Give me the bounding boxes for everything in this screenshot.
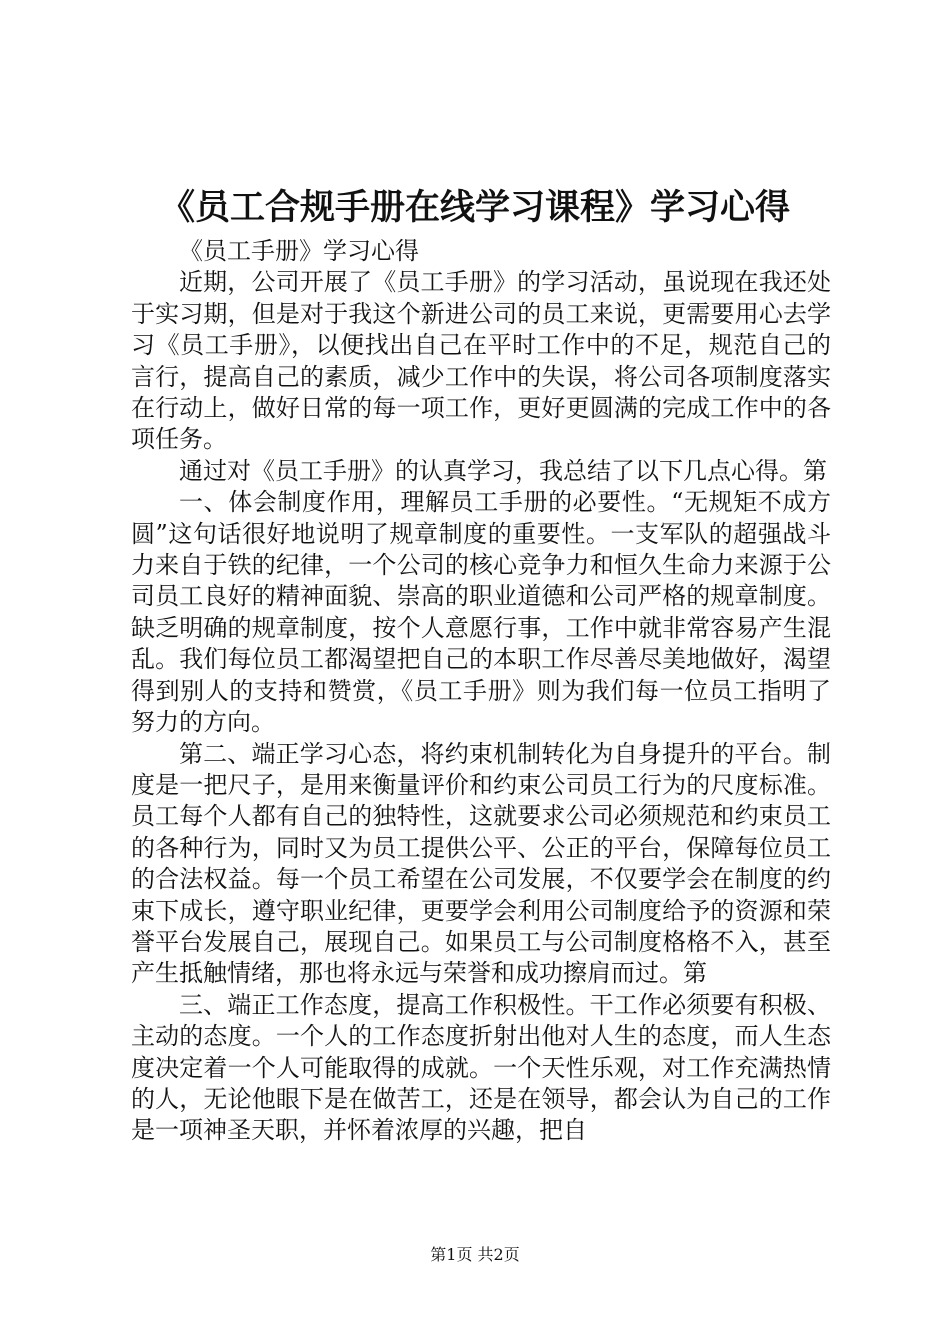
document-body <box>131 236 831 1147</box>
page-number-footer: 第1页 共2页 <box>430 1245 520 1264</box>
point-two-paragraph: 第二、端正学习心态，将约束机制转化为自身提升的平台。制度是一把尺子，是用来衡量评价和约束公司员工行为的尺度标准。员工每个人都有自己的独特性，这就要求公司必须规范和约束员工的各种行为，同时又为员工提供公平、公正的平台，保障每位员工的合法权益。每一个员工希望在公司发展，不仅要学会在制度的约束下成长，遵守职业纪律，更要学会利用公司制度给予的资源和荣誉平台发展自己，展现自己。如果员工与公司制度格格不入，甚至产生抵触情绪，那也将永远与荣誉和成功擦肩而过。第 <box>131 739 831 988</box>
document-title: 《员工合规手册在线学习课程》学习心得 <box>159 187 790 228</box>
intro-paragraph: 近期，公司开展了《员工手册》的学习活动，虽说现在我还处于实习期，但是对于我这个新进公司的员工来说，更需要用心去学习《员工手册》，以便找出自己在平时工作中的不足，规范自己的言行，提高自己的素质，减少工作中的失误，将公司各项制度落实在行动上，做好日常的每一项工作，更好更圆满的完成工作中的各项任务。 <box>131 268 831 454</box>
point-one-paragraph: 一、体会制度作用，理解员工手册的必要性。“无规矩不成方圆”这句话很好地说明了规章制度的重要性。一支军队的超强战斗力来自于铁的纪律，一个公司的核心竞争力和恒久生命力来源于公司员工良好的精神面貌、崇高的职业道德和公司严格的规章制度。缺乏明确的规章制度，按个人意愿行事，工作中就非常容易产生混乱。我们每位员工都渴望把自己的本职工作尽善尽美地做好，渴望得到别人的支持和赞赏，《员工手册》则为我们每一位员工指明了努力的方向。 <box>131 488 831 737</box>
point-three-paragraph: 三、端正工作态度，提高工作积极性。干工作必须要有积极、主动的态度。一个人的工作态度折射出他对人生的态度，而人生态度决定着一个人可能取得的成就。一个天性乐观，对工作充满热情的人，无论他眼下是在做苦工，还是在领导，都会认为自己的工作是一项神圣天职，并怀着浓厚的兴趣，把自 <box>131 990 831 1145</box>
summary-paragraph: 通过对《员工手册》的认真学习，我总结了以下几点心得。第 <box>179 456 827 485</box>
subtitle-paragraph: 《员工手册》学习心得 <box>179 237 419 265</box>
